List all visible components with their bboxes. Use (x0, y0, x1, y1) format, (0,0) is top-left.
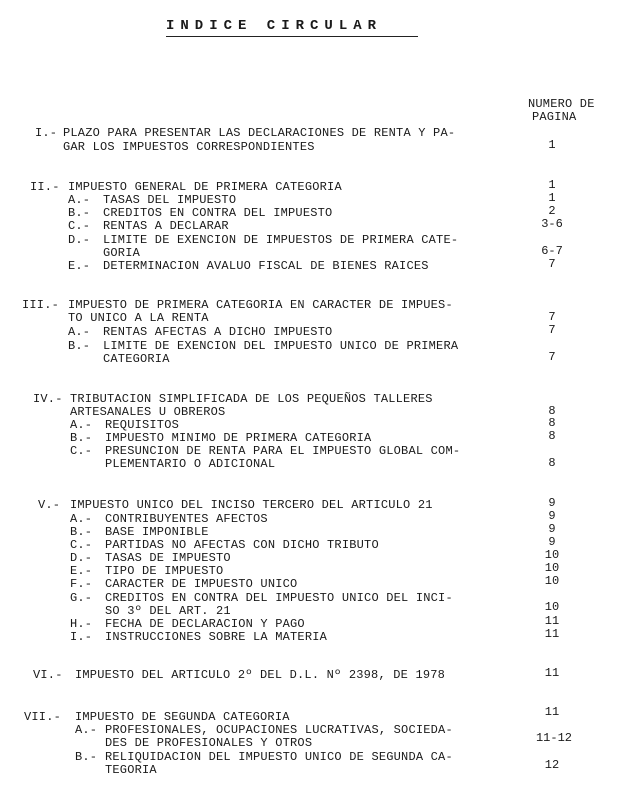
item-text: PLEMENTARIO O ADICIONAL (105, 457, 276, 471)
item-text: BASE IMPONIBLE (105, 525, 209, 539)
item-text: DETERMINACION AVALUO FISCAL DE BIENES RAICES (103, 259, 429, 273)
item-letter: D.- (70, 551, 93, 565)
page-number: 7 (548, 257, 556, 271)
section-title: TRIBUTACION SIMPLIFICADA DE LOS PEQUEÑOS TALLERES (70, 392, 433, 406)
item-letter: A.- (70, 418, 93, 432)
item-text: LIMITE DE EXENCION DE IMPUESTOS DE PRIMERA CATE- (103, 233, 459, 247)
item-text: TASAS DE IMPUESTO (105, 551, 231, 565)
page-number: 11 (544, 627, 560, 641)
item-letter: C.- (70, 538, 93, 552)
page-number: 10 (544, 548, 560, 562)
page-column-header-line1: NUMERO DE (528, 97, 595, 111)
item-text: CATEGORIA (103, 352, 170, 366)
item-text: TEGORIA (105, 763, 157, 777)
section-number: VI.- (33, 668, 63, 682)
page-number: 8 (548, 404, 556, 418)
page-number: 1 (548, 178, 556, 192)
section-title: TO UNICO A LA RENTA (68, 311, 209, 325)
item-text: RENTAS AFECTAS A DICHO IMPUESTO (103, 325, 333, 339)
section-title: PLAZO PARA PRESENTAR LAS DECLARACIONES DE RENTA Y PA- (63, 126, 456, 140)
page-number: 2 (548, 204, 556, 218)
item-letter: A.- (70, 512, 93, 526)
page-number: 10 (544, 561, 560, 575)
item-letter: B.- (70, 525, 93, 539)
page-number: 9 (548, 496, 556, 510)
page-number: 7 (548, 310, 556, 324)
section-number: I.- (35, 126, 58, 140)
item-text: PARTIDAS NO AFECTAS CON DICHO TRIBUTO (105, 538, 379, 552)
page-number: 9 (548, 522, 556, 536)
item-letter: B.- (68, 206, 91, 220)
item-letter: G.- (70, 591, 93, 605)
item-text: CREDITOS EN CONTRA DEL IMPUESTO (103, 206, 333, 220)
page-number: 11 (544, 705, 560, 719)
item-letter: C.- (68, 219, 91, 233)
page-column-header-line2: PAGINA (532, 110, 577, 124)
page-number: 7 (548, 323, 556, 337)
section-number: III.- (22, 298, 60, 312)
page-number: 7 (548, 350, 556, 364)
page-number: 8 (548, 456, 556, 470)
item-letter: H.- (70, 617, 93, 631)
page-number: 11-12 (535, 731, 572, 745)
page-title: INDICE CIRCULAR (166, 18, 383, 34)
item-text: RELIQUIDACION DEL IMPUESTO UNICO DE SEGUNDA CA- (105, 750, 453, 764)
item-letter: F.- (70, 577, 93, 591)
item-text: REQUISITOS (105, 418, 180, 432)
section-number: IV.- (33, 392, 63, 406)
item-text: RENTAS A DECLARAR (103, 219, 229, 233)
page-number: 1 (548, 191, 556, 205)
item-text: LIMITE DE EXENCION DEL IMPUESTO UNICO DE PRIMERA (103, 339, 459, 353)
item-letter: I.- (70, 630, 93, 644)
section-title: GAR LOS IMPUESTOS CORRESPONDIENTES (63, 140, 315, 154)
section-title: IMPUESTO DE PRIMERA CATEGORIA EN CARACTER DE IMPUES- (68, 298, 453, 312)
item-letter: E.- (70, 564, 93, 578)
title-underline (166, 36, 418, 37)
item-text: DES DE PROFESIONALES Y OTROS (105, 736, 313, 750)
page-number: 3-6 (541, 217, 563, 231)
item-text: CARACTER DE IMPUESTO UNICO (105, 577, 298, 591)
item-letter: A.- (75, 723, 98, 737)
page-number: 11 (544, 614, 560, 628)
item-letter: A.- (68, 325, 91, 339)
section-number: VII.- (24, 710, 62, 724)
section-title: IMPUESTO DE SEGUNDA CATEGORIA (75, 710, 290, 724)
section-number: V.- (38, 498, 61, 512)
page-number: 10 (544, 600, 560, 614)
item-text: IMPUESTO MINIMO DE PRIMERA CATEGORIA (105, 431, 372, 445)
section-title: IMPUESTO UNICO DEL INCISO TERCERO DEL ARTICULO 21 (70, 498, 433, 512)
page-number: 12 (544, 758, 560, 772)
item-text: FECHA DE DECLARACION Y PAGO (105, 617, 305, 631)
item-text: PRESUNCION DE RENTA PARA EL IMPUESTO GLOBAL COM- (105, 444, 461, 458)
section-title: IMPUESTO GENERAL DE PRIMERA CATEGORIA (68, 180, 342, 194)
item-text: INSTRUCCIONES SOBRE LA MATERIA (105, 630, 328, 644)
item-letter: B.- (75, 750, 98, 764)
page-number: 9 (548, 509, 556, 523)
item-letter: B.- (70, 431, 93, 445)
item-text: SO 3º DEL ART. 21 (105, 604, 231, 618)
item-letter: A.- (68, 193, 91, 207)
page-number: 6-7 (541, 244, 563, 258)
page-number: 1 (548, 138, 556, 152)
page-number: 11 (544, 666, 560, 680)
item-letter: C.- (70, 444, 93, 458)
item-text: TASAS DEL IMPUESTO (103, 193, 237, 207)
section-number: II.- (30, 180, 60, 194)
item-text: TIPO DE IMPUESTO (105, 564, 224, 578)
section-title: IMPUESTO DEL ARTICULO 2º DEL D.L. Nº 2398, DE 1978 (75, 668, 446, 682)
item-text: CONTRIBUYENTES AFECTOS (105, 512, 268, 526)
item-letter: D.- (68, 233, 91, 247)
item-letter: B.- (68, 339, 91, 353)
item-text: CREDITOS EN CONTRA DEL IMPUESTO UNICO DEL INCI- (105, 591, 453, 605)
item-letter: E.- (68, 259, 91, 273)
item-text: GORIA (103, 246, 141, 260)
page-number: 8 (548, 429, 556, 443)
item-text: PROFESIONALES, OCUPACIONES LUCRATIVAS, SOCIEDA- (105, 723, 453, 737)
section-title: ARTESANALES U OBREROS (70, 405, 226, 419)
page-number: 10 (544, 574, 560, 588)
page-number: 9 (548, 535, 556, 549)
page-number: 8 (548, 416, 556, 430)
